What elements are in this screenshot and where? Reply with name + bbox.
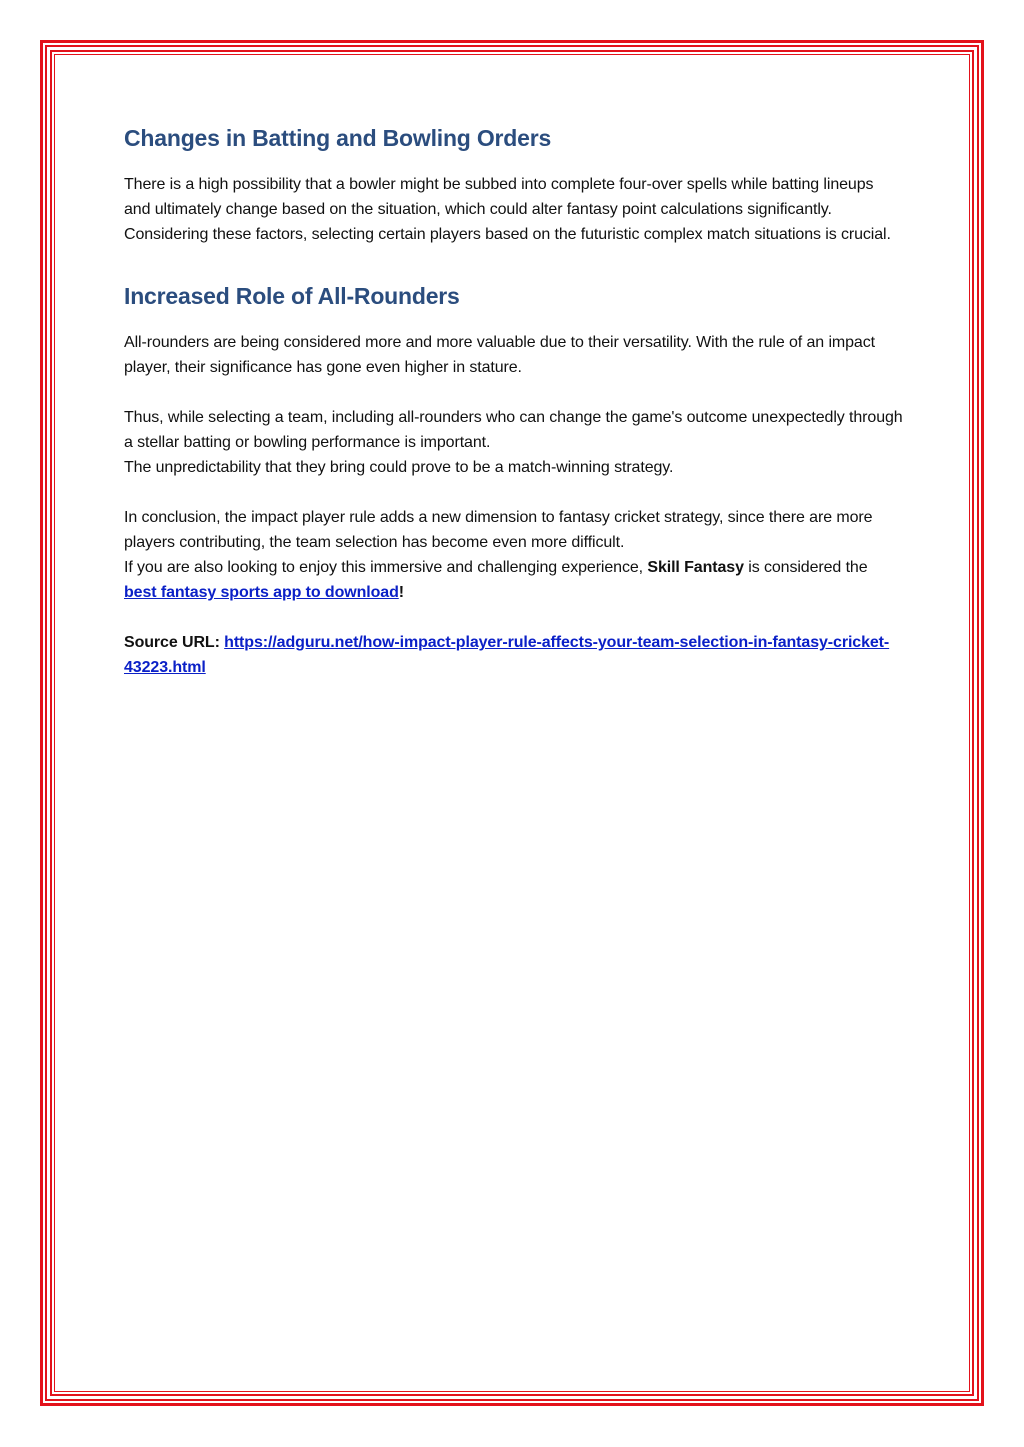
conclusion-line1: In conclusion, the impact player rule adds a new dimension to fantasy cricket strategy, since there are more players contributing, the team selection has become even more difficult. (124, 509, 873, 551)
conclusion-line2-before: If you are also looking to enjoy this immersive and challenging experience, (124, 559, 648, 576)
paragraph-all-rounders-2-line2: The unpredictability that they bring could prove to be a match-winning strategy. (124, 459, 674, 476)
document-content (124, 125, 904, 680)
paragraph-conclusion (124, 505, 904, 605)
source-line (124, 630, 904, 680)
source-label: Source URL: (124, 634, 225, 651)
paragraph-all-rounders-2 (124, 405, 904, 480)
brand-name: Skill Fantasy (647, 559, 744, 576)
section-heading-batting-bowling: Changes in Batting and Bowling Orders (124, 125, 552, 151)
conclusion-exclamation: ! (398, 584, 404, 601)
conclusion-line2-after: is considered the (743, 559, 868, 576)
paragraph-all-rounders-2-line1: Thus, while selecting a team, including all-rounders who can change the game's outcome unexpectedly through a stellar batting or bowling performance is important. (124, 409, 903, 451)
section-all-rounders (124, 283, 904, 680)
best-fantasy-app-link[interactable]: best fantasy sports app to download (124, 584, 399, 601)
paragraph-batting-bowling: There is a high possibility that a bowler might be subbed into complete four-over spells while batting lineups and ultimately change based on the situation, which could alter fantasy point calculations significantly. Considering these factors, selecting certain players based on the futuristic complex match situations is crucial. (124, 176, 891, 243)
section-batting-bowling (124, 125, 904, 247)
source-url-link[interactable]: https://adguru.net/how-impact-player-rule-affects-your-team-selection-in-fantasy-cricket-43223.html (124, 634, 890, 676)
paragraph-all-rounders-1: All-rounders are being considered more and more valuable due to their versatility. With the rule of an impact player, their significance has gone even higher in stature. (124, 334, 875, 376)
section-heading-all-rounders: Increased Role of All-Rounders (124, 283, 460, 309)
